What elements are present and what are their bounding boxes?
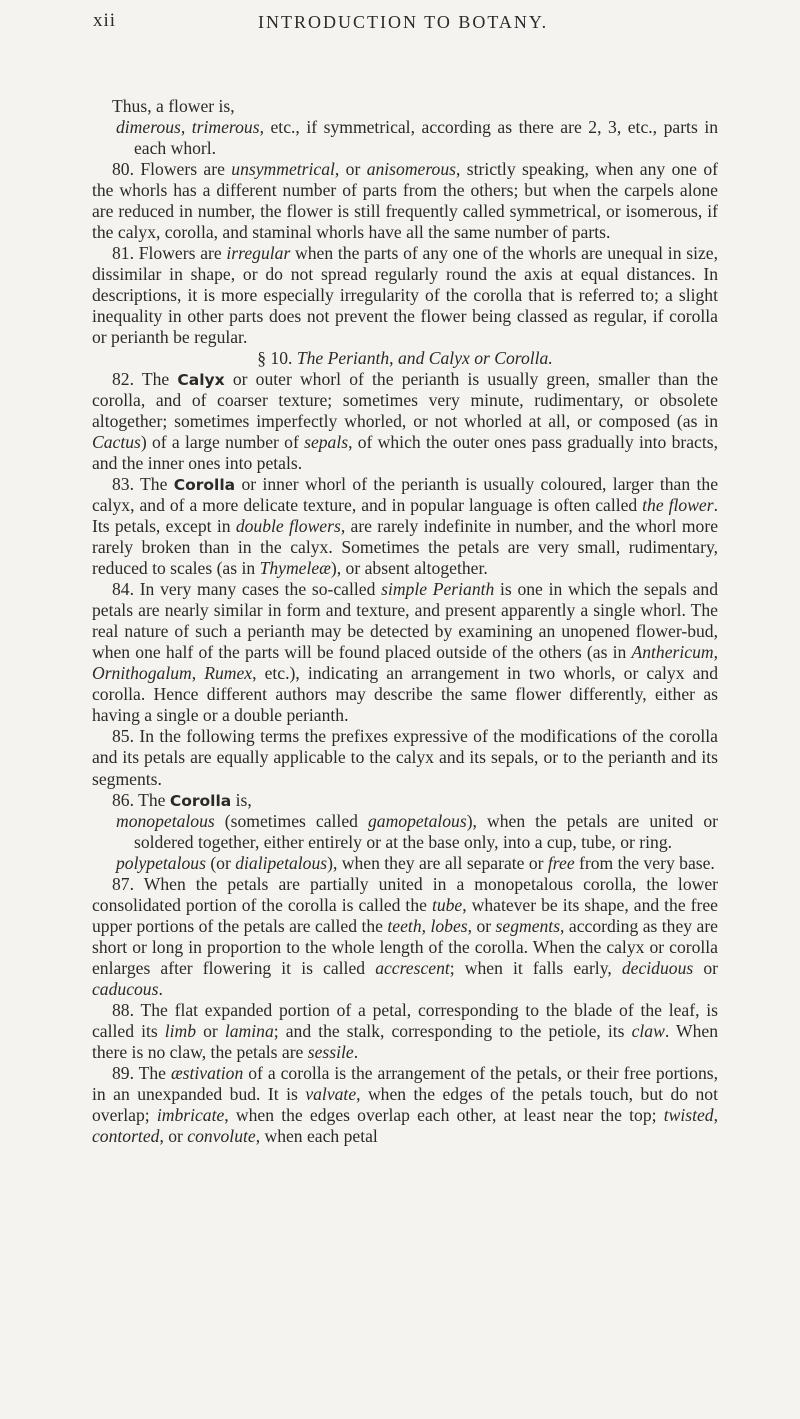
text-run: or xyxy=(693,957,718,978)
italic-term: limb xyxy=(164,1020,197,1041)
text-run: 88. The flat expanded portion of a petal, corresponding to the blade of the leaf, is called its xyxy=(92,999,718,1041)
body-text xyxy=(92,96,718,1147)
text-run: or outer whorl of the perianth is usually green, smaller than the corolla, and of coarser texture; sometimes very minute, rudimentary, or obsolete altogether; sometimes imperfectly whorled, or not whorled at all, or composed (as in xyxy=(92,369,718,432)
italic-term: Ornithogalum xyxy=(92,663,192,684)
text-run: of a corolla is the arrangement of the petals, or their free portions, in an unexpanded bud. It is xyxy=(92,1062,718,1104)
italic-term: æstivation xyxy=(170,1062,244,1083)
italic-term: free xyxy=(547,852,575,873)
paragraph xyxy=(92,243,718,348)
italic-term: dimerous xyxy=(116,117,181,138)
text-run: or xyxy=(196,1020,225,1041)
italic-term: Rumex xyxy=(204,663,253,684)
text-run: 87. When the petals are partially united in a monopetalous corolla, the lower consolidated portion of the corolla is called the xyxy=(92,873,718,915)
text-run: or inner whorl of the perianth is usually coloured, larger than the calyx, and of a more delicate texture, and in popular language is often called xyxy=(92,474,718,516)
text-run: 84. In very many cases the so-called xyxy=(112,579,382,600)
text-run: 81. Flowers are xyxy=(112,243,227,264)
italic-term: gamopetalous xyxy=(367,810,467,831)
text-run: when the parts of any one of the whorls are unequal in size, dissimilar in shape, or do not spread regularly round the axis at equal distances. In descriptions, it is more especially irregularity of the corolla that is referred to; a slight inequality in other parts does not prevent the flower being classed as regular, if corolla or perianth be regular. xyxy=(92,243,718,348)
italic-term: monopetalous xyxy=(116,810,215,831)
text-run: ; and the stalk, corresponding to the petiole, its xyxy=(273,1020,632,1041)
italic-term: double flowers xyxy=(235,516,341,537)
text-run: . xyxy=(353,1041,359,1062)
text-run: , or xyxy=(159,1125,188,1146)
text-run: , or xyxy=(467,915,496,936)
paragraph xyxy=(92,96,718,117)
bold-term: Corolla xyxy=(173,476,236,495)
text-run: , are rarely indefinite in number, and the whorl more rarely broken than in the calyx. Sometimes the petals are very small, rudimentary, reduced to scales (as in xyxy=(92,516,719,579)
bold-term: Calyx xyxy=(177,371,225,390)
text-run: 89. The xyxy=(112,1062,171,1083)
text-run: , whatever be its shape, and the free upper portions of the petals are called the xyxy=(92,894,718,936)
text-run: . xyxy=(158,978,163,999)
italic-term: simple Perianth xyxy=(381,579,495,600)
paragraph xyxy=(92,474,718,579)
running-title: INTRODUCTION TO BOTANY. xyxy=(258,12,549,32)
paragraph xyxy=(92,117,718,159)
italic-term: anisomerous xyxy=(366,159,456,180)
paragraph xyxy=(92,579,718,726)
italic-term: imbricate xyxy=(156,1104,225,1125)
page-header xyxy=(0,6,800,46)
italic-term: deciduous xyxy=(621,957,694,978)
italic-term: tube xyxy=(431,894,463,915)
text-run: , when the edges of the petals touch, but do not overlap; xyxy=(92,1083,718,1125)
italic-term: trimerous xyxy=(191,117,260,138)
text-run: ), or absent altogether. xyxy=(330,558,488,579)
italic-term: sepals xyxy=(304,432,349,453)
text-run: , of which the outer ones pass gradually into bracts, and the inner ones into petals. xyxy=(92,432,718,474)
text-run: (or xyxy=(205,852,236,873)
italic-term: teeth xyxy=(387,915,422,936)
italic-term: caducous xyxy=(92,978,159,999)
text-run: , according as they are short or long in proportion to the whole length of the corolla. When the calyx or corolla enlarges after flowering it is called xyxy=(92,915,718,978)
paragraph xyxy=(92,1063,718,1147)
bold-term: Corolla xyxy=(169,791,232,810)
paragraph xyxy=(92,874,718,1000)
text-run: ) of a large number of xyxy=(140,432,305,453)
page-number: xii xyxy=(93,10,117,31)
paragraph xyxy=(92,1000,718,1063)
text-run: 80. Flowers are xyxy=(112,159,232,180)
italic-term: sessile xyxy=(307,1041,354,1062)
text-run: , xyxy=(713,1104,718,1125)
text-run: , when the edges overlap each other, at least near the top; xyxy=(224,1104,664,1125)
text-run: , strictly speaking, when any one of the whorls has a different number of parts from the others; but when the carpels alone are reduced in number, the flower is still frequently called symmetrical, or isomerous, if the calyx, corolla, and staminal whorls have all the same number of parts. xyxy=(92,159,719,243)
text-run: , xyxy=(421,915,431,936)
text-run: (sometimes called xyxy=(214,810,368,831)
italic-term: Anthericum xyxy=(631,642,714,663)
text-run: , etc.), indicating an arrangement in two whorls, or calyx and corolla. Hence different authors may describe the same flower differently, either as having a single or a double perianth. xyxy=(92,663,719,726)
italic-term: dialipetalous xyxy=(235,852,328,873)
paragraph xyxy=(92,159,718,243)
text-run: ), when they are all separate or xyxy=(327,852,548,873)
paragraph xyxy=(92,811,718,853)
italic-term: twisted xyxy=(663,1104,714,1125)
italic-term: unsymmetrical xyxy=(231,159,335,180)
italic-term: polypetalous xyxy=(116,852,206,873)
italic-term: lobes xyxy=(430,915,468,936)
text-run: is, xyxy=(231,789,252,810)
italic-term: segments xyxy=(495,915,561,936)
text-run: 82. The xyxy=(112,369,178,390)
italic-term: Thymeleæ xyxy=(259,558,331,579)
paragraph xyxy=(92,853,718,874)
text-run: is one in which the sepals and petals are nearly similar in form and texture, and present apparently a single whorl. The real nature of such a perianth may be detected by examining an unopened flower-bud, when one half of the parts will be found placed outside of the others (as in xyxy=(92,579,718,663)
italic-term: Cactus xyxy=(92,432,141,453)
text-run: 85. In the following terms the prefixes expressive of the modifications of the corolla and its petals are equally applicable to the calyx and its sepals, or to the perianth and its segments. xyxy=(92,726,718,789)
italic-term: The Perianth, and Calyx or Corolla. xyxy=(296,348,553,369)
text-run: § 10. xyxy=(257,348,297,369)
text-run: . Its petals, except in xyxy=(92,495,718,537)
italic-term: lamina xyxy=(224,1020,274,1041)
italic-term: claw xyxy=(631,1020,665,1041)
text-run: from the very base. xyxy=(574,852,715,873)
paragraph xyxy=(92,369,718,474)
text-run: ), when the petals are united or soldered together, either entirely or at the base only, into a cup, tube, or ring. xyxy=(134,810,718,852)
italic-term: contorted xyxy=(92,1125,160,1146)
italic-term: the flower xyxy=(642,495,714,516)
text-run: . When there is no claw, the petals are xyxy=(92,1020,718,1062)
italic-term: valvate xyxy=(305,1083,357,1104)
italic-term: accrescent xyxy=(375,957,450,978)
text-run: 86. The xyxy=(112,789,170,810)
paragraph xyxy=(92,790,718,811)
text-run: , or xyxy=(334,159,367,180)
text-run: , etc., if symmetrical, according as there are 2, 3, etc., parts in each whorl. xyxy=(134,117,719,159)
section-heading xyxy=(92,348,718,369)
italic-term: convolute xyxy=(187,1125,256,1146)
text-run: , xyxy=(180,117,192,138)
text-run: , when each petal xyxy=(255,1125,378,1146)
text-run: ; when it falls early, xyxy=(449,957,622,978)
text-run: , xyxy=(191,663,205,684)
text-run: , xyxy=(713,642,718,663)
text-run: Thus, a flower is, xyxy=(112,96,235,116)
paragraph xyxy=(92,726,718,789)
italic-term: irregular xyxy=(226,243,291,264)
text-run: 83. The xyxy=(112,474,174,495)
